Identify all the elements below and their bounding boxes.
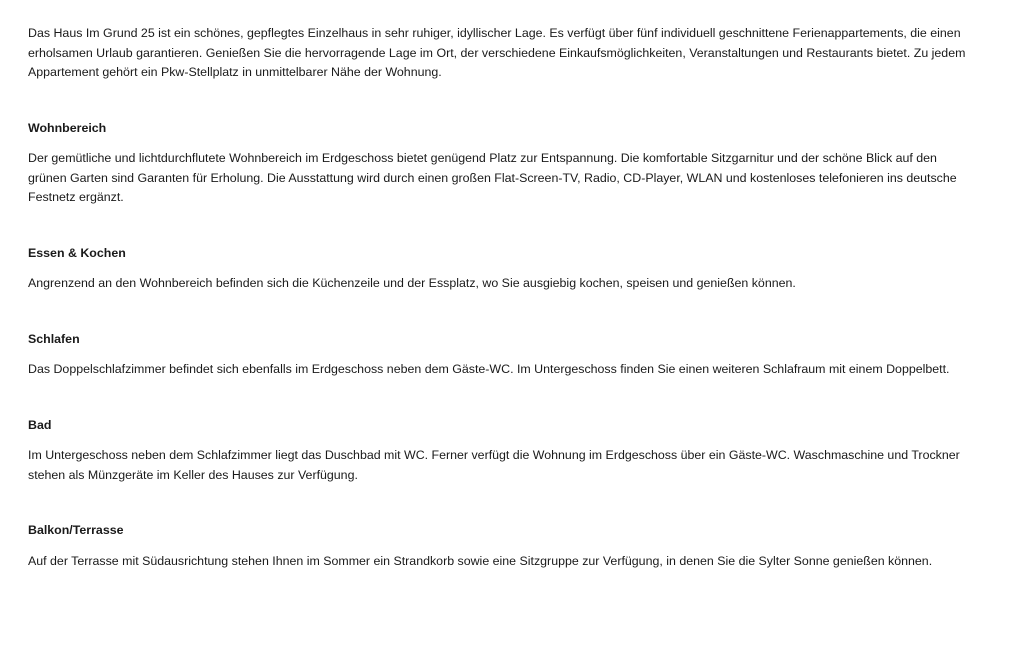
section-essen-kochen [28,244,976,294]
section-heading: Balkon/Terrasse [28,523,124,537]
section-heading: Schlafen [28,331,80,346]
section-bad [28,416,976,486]
section-heading: Wohnbereich [28,120,107,135]
section-text: Im Untergeschoss neben dem Schlafzimmer liegt das Duschbad mit WC. Ferner verfügt die Wohnung im Erdgeschoss über ein Gäste-WC. Waschmaschine und Trockner stehen als Münzgeräte im Keller des Hauses zur Verfügung. [28,448,960,482]
section-balkon-terrasse [28,521,976,571]
section-text: Auf der Terrasse mit Südausrichtung stehen Ihnen im Sommer ein Strandkorb sowie eine Sitzgruppe zur Verfügung, in denen Sie die Sylter Sonne genießen können. [28,553,933,568]
section-heading: Bad [28,417,52,432]
intro-paragraph: Das Haus Im Grund 25 ist ein schönes, gepflegtes Einzelhaus in sehr ruhiger, idyllischer Lage. Es verfügt über fünf individuell geschnittene Ferienappartements, die einen erholsamen Urlaub garantieren. Genießen Sie die hervorragende Lage im Ort, der verschiedene Einkaufsmöglichkeiten, Veranstaltungen und Restaurants bietet. Zu jedem Appartement gehört ein Pkw-Stellplatz in unmittelbarer Nähe der Wohnung. [28,26,966,79]
section-heading: Essen & Kochen [28,245,126,260]
section-schlafen [28,330,976,380]
section-wohnbereich [28,119,976,208]
section-text: Der gemütliche und lichtdurchflutete Wohnbereich im Erdgeschoss bietet genügend Platz zur Entspannung. Die komfortable Sitzgarnitur und der schöne Blick auf den grünen Garten sind Garanten für Erholung. Die Ausstattung wird durch einen großen Flat-Screen-TV, Radio, CD-Player, WLAN und kostenloses telefonieren ins deutsche Festnetz ergänzt. [28,151,957,204]
section-text: Angrenzend an den Wohnbereich befinden sich die Küchenzeile und der Essplatz, wo Sie ausgiebig kochen, speisen und genießen können. [28,276,796,290]
section-text: Das Doppelschlafzimmer befindet sich ebenfalls im Erdgeschoss neben dem Gäste-WC. Im Untergeschoss finden Sie einen weiteren Schlafraum mit einem Doppelbett. [28,362,950,376]
